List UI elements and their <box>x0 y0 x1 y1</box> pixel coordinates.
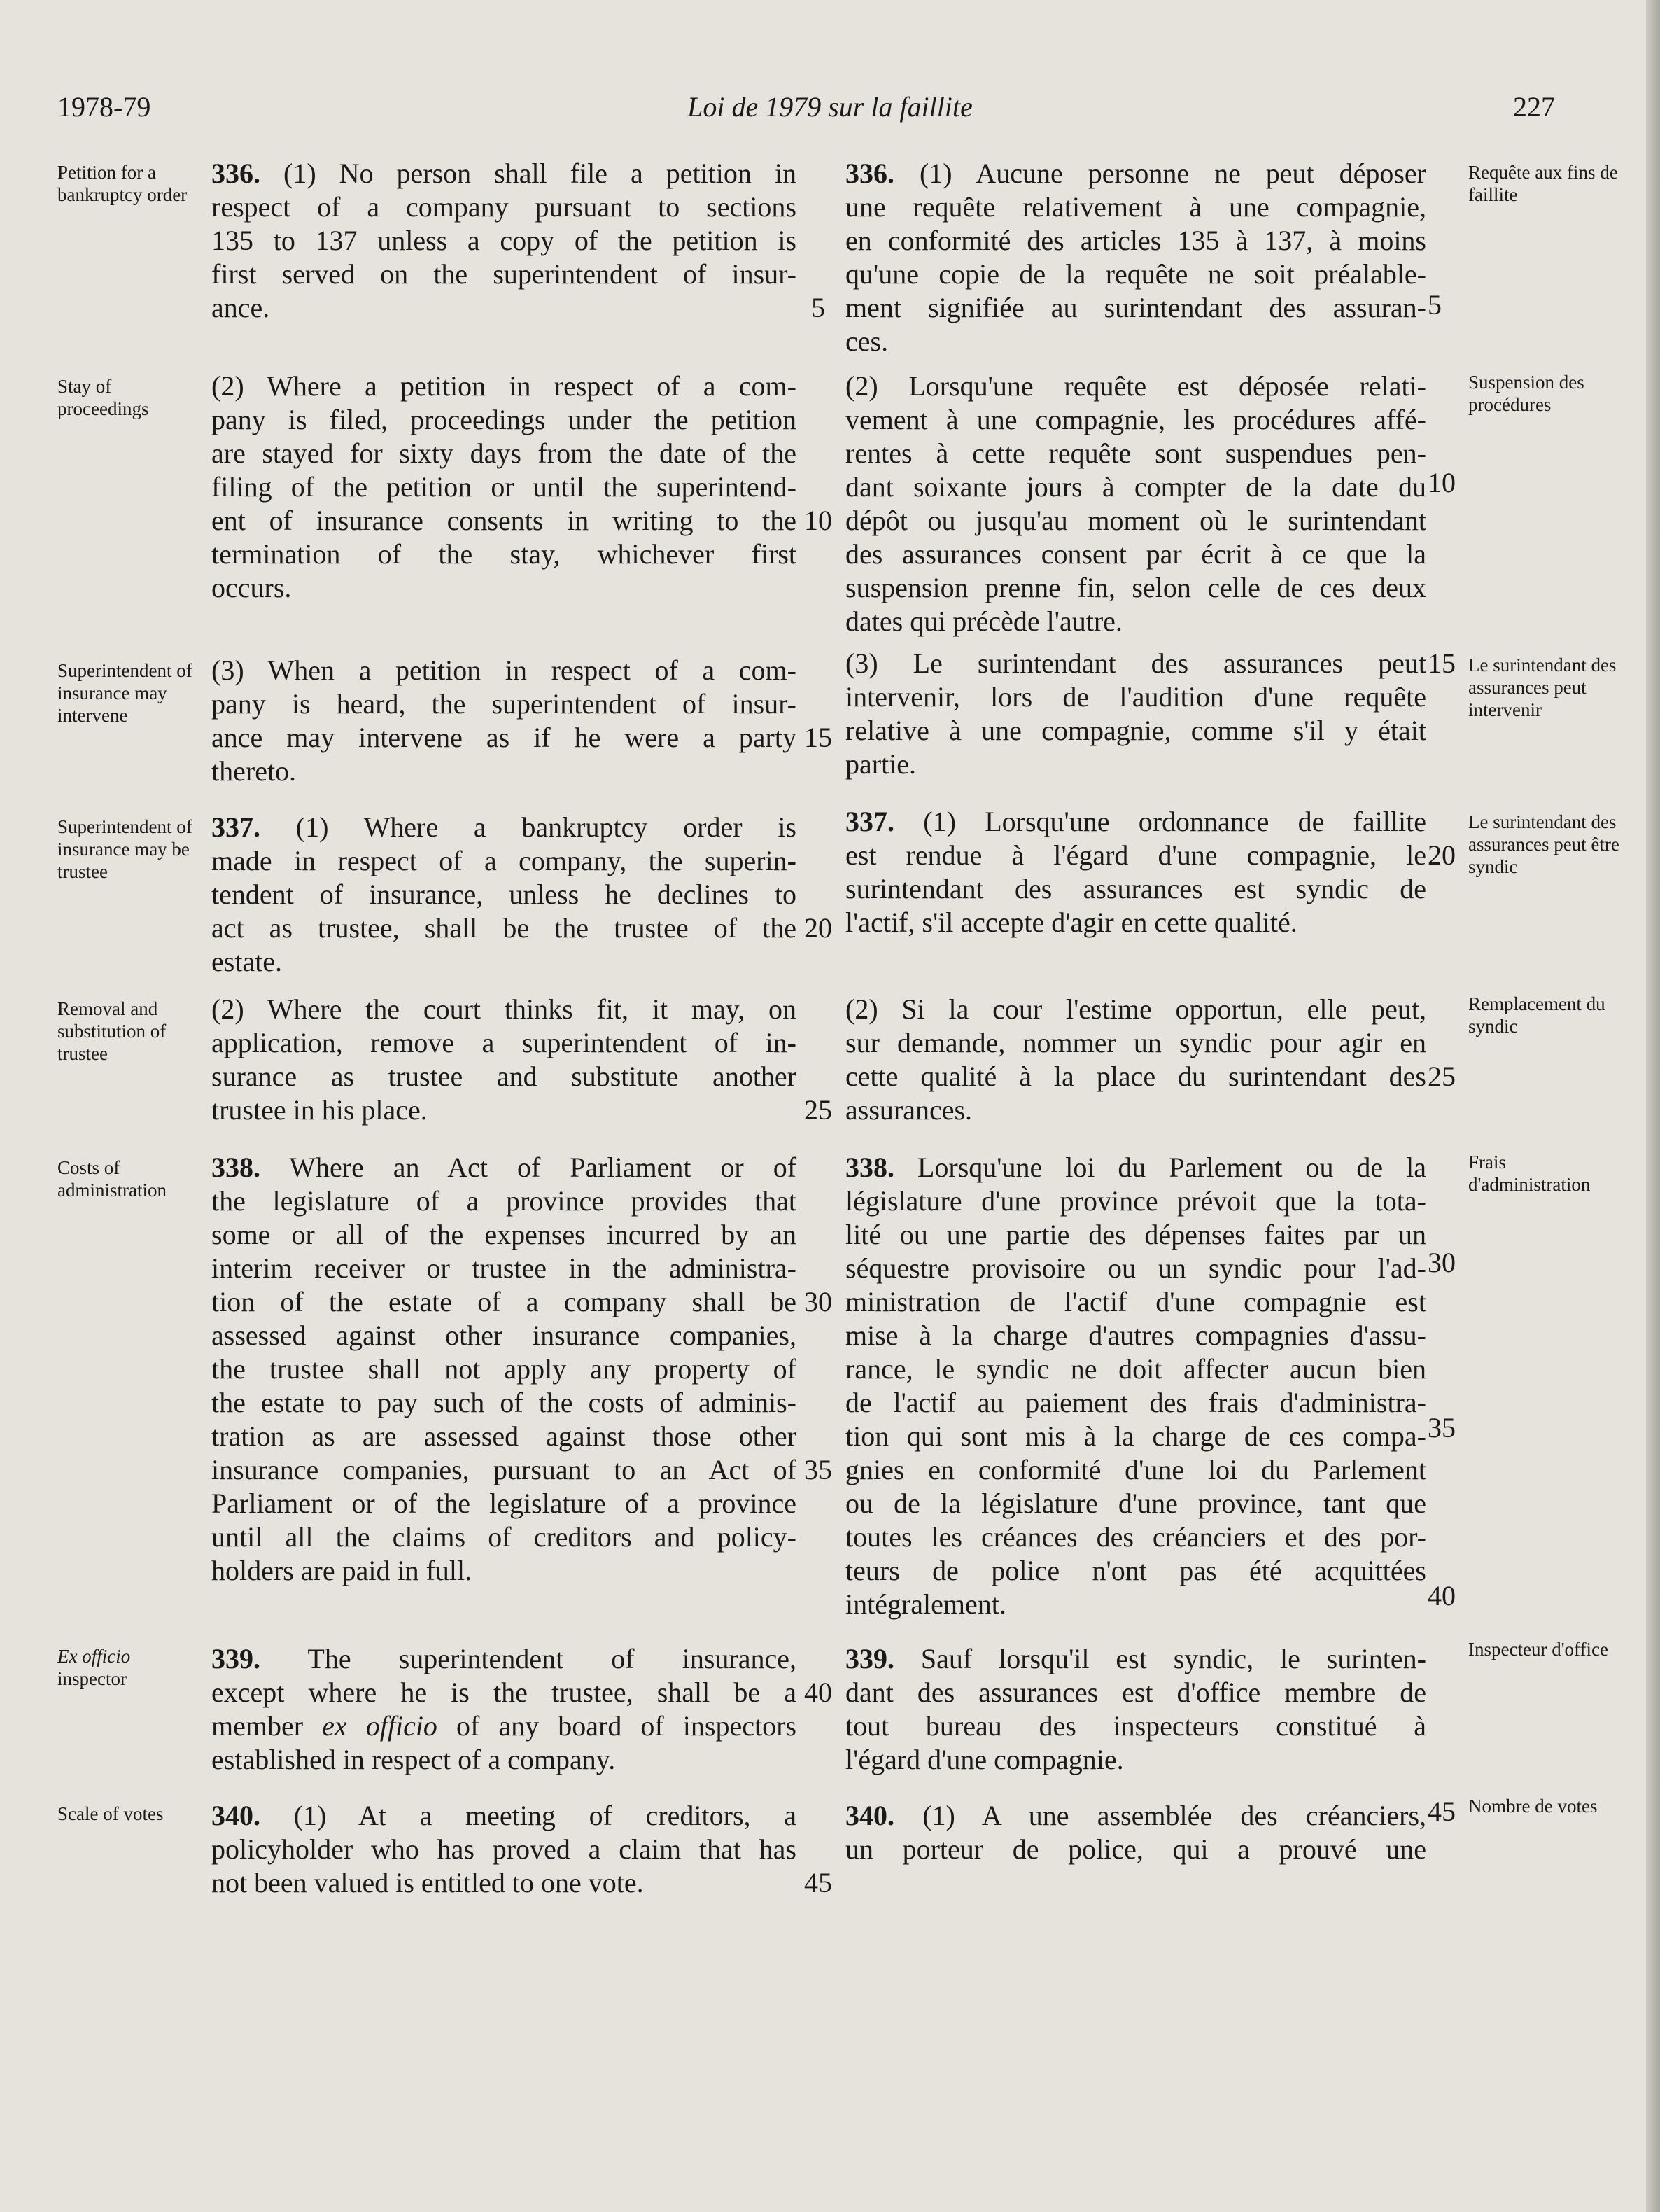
section-338-fr <box>845 1151 1426 1621</box>
section-336-2-en <box>211 370 796 605</box>
line-number: 45 <box>804 1867 832 1898</box>
text-line: dant soixante jours à compter de la date du <box>845 471 1426 503</box>
text-line: vement à une compagnie, les procédures affé- <box>845 404 1426 435</box>
section-number: 339. <box>211 1643 260 1674</box>
text-line: the legislature of a province provides that <box>211 1185 796 1217</box>
text-line: holders are paid in full. <box>211 1555 472 1586</box>
text-line: dates qui précède l'autre. <box>845 606 1123 637</box>
text-line: intégralement. <box>845 1588 1006 1620</box>
margin-note-fr: Nombre de votes <box>1468 1795 1598 1816</box>
text-line: respect of a company pursuant to sections <box>211 191 796 223</box>
text-line: un porteur de police, qui a prouvé une <box>845 1833 1426 1865</box>
text-line: tout bureau des inspecteurs constitué à <box>845 1710 1426 1742</box>
text-line: toutes les créances des créanciers et des por- <box>845 1521 1426 1553</box>
margin-note-fr: Requête aux fins de faillite <box>1468 162 1618 205</box>
text-line: except where he is the trustee, shall be a <box>211 1676 796 1708</box>
text-line: member ex officio of any board of inspectors <box>211 1710 796 1742</box>
text-line: rentes à cette requête sont suspendues pen- <box>845 438 1426 469</box>
text-line: (2) Where the court thinks fit, it may, on <box>211 993 796 1025</box>
header-year: 1978-79 <box>57 91 151 122</box>
text-line: 339. Sauf lorsqu'il est syndic, le surinten- <box>845 1643 1426 1674</box>
text-line: occurs. <box>211 572 292 603</box>
text-line: (3) When a petition in respect of a com- <box>211 654 796 686</box>
margin-note-fr: Frais d'administration <box>1468 1152 1591 1195</box>
text-line: trustee in his place. <box>211 1094 428 1126</box>
text-line: qu'une copie de la requête ne soit préalable- <box>845 258 1426 290</box>
text-line: pany is heard, the superintendent of insur- <box>211 688 796 720</box>
section-340-1-en <box>211 1799 796 1900</box>
text-line: filing of the petition or until the superintend- <box>211 471 796 503</box>
margin-note-en <box>57 1645 204 1690</box>
text-line: policyholder who has proved a claim that has <box>211 1833 796 1865</box>
text-line: some or all of the expenses incurred by an <box>211 1219 796 1250</box>
text-line: thereto. <box>211 755 297 787</box>
section-number: 338. <box>845 1152 894 1183</box>
text-line: 338. Where an Act of Parliament or of <box>211 1152 797 1183</box>
section-number: 337. <box>211 811 260 843</box>
text-line: ance may intervene as if he were a party <box>211 722 796 753</box>
text-line: (2) Lorsqu'une requête est déposée relati- <box>845 370 1426 402</box>
header-page-number: 227 <box>1513 91 1555 122</box>
text-line: are stayed for sixty days from the date of the <box>211 438 796 469</box>
text-line: des assurances consent par écrit à ce que la <box>845 538 1426 570</box>
line-number: 40 <box>1428 1580 1456 1611</box>
section-336-1-en <box>211 157 796 325</box>
line-number: 20 <box>1428 839 1456 871</box>
text-line: insurance companies, pursuant to an Act of <box>211 1454 796 1485</box>
text-line: first served on the superintendent of insur- <box>211 258 796 290</box>
margin-note-fr: Inspecteur d'office <box>1468 1639 1609 1660</box>
section-336-2-fr <box>845 370 1426 638</box>
margin-note-fr: Le surintendant des assurances peut intervenir <box>1468 654 1617 720</box>
text-line: intervenir, lors de l'audition d'une requête <box>845 681 1426 713</box>
text-line: made in respect of a company, the superin- <box>211 845 796 876</box>
text-line: de l'actif au paiement des frais d'administra- <box>845 1387 1426 1418</box>
text-line: 135 to 137 unless a copy of the petition is <box>211 225 796 256</box>
margin-note-en: Superintendent of insurance may intervene <box>57 660 192 726</box>
text-line: 340. (1) A une assemblée des créanciers, <box>845 1800 1427 1831</box>
text-line: partie. <box>845 748 917 780</box>
section-337-2-fr <box>845 993 1426 1127</box>
section-number: 337. <box>845 806 894 837</box>
line-number: 15 <box>1428 648 1456 679</box>
line-number: 10 <box>804 505 832 536</box>
line-number: 45 <box>1428 1795 1456 1827</box>
text-line: rance, le syndic ne doit affecter aucun bien <box>845 1353 1426 1385</box>
text-line: ces. <box>845 326 889 357</box>
section-337-2-en <box>211 993 796 1127</box>
text-line: 340. (1) At a meeting of creditors, a <box>211 1800 797 1831</box>
section-339-fr <box>845 1642 1426 1777</box>
section-336-1-fr <box>845 157 1426 358</box>
text-line: une requête relativement à une compagnie, <box>845 191 1426 223</box>
line-number: 35 <box>1428 1412 1456 1443</box>
text-line: est rendue à l'égard d'une compagnie, le <box>845 839 1426 871</box>
text-line: termination of the stay, whichever first <box>211 538 796 570</box>
text-line: teurs de police n'ont pas été acquittées <box>845 1555 1426 1586</box>
text-line: en conformité des articles 135 à 137, à moins <box>845 225 1426 256</box>
text-line: surance as trustee and substitute another <box>211 1060 796 1092</box>
text-line: tration as are assessed against those other <box>211 1420 796 1452</box>
line-number: 30 <box>1428 1247 1456 1278</box>
text-line: législature d'une province prévoit que la tota- <box>845 1185 1426 1217</box>
text-line: estate. <box>211 946 283 977</box>
margin-note-en: Scale of votes <box>57 1803 164 1824</box>
margin-note-en: Stay of proceedings <box>57 376 149 419</box>
text-line: 337. (1) Where a bankruptcy order is <box>211 811 796 843</box>
line-number: 25 <box>1428 1060 1456 1092</box>
text-line: dant des assurances est d'office membre de <box>845 1676 1426 1708</box>
margin-note-fr: Le surintendant des assurances peut être syndic <box>1468 811 1619 877</box>
text-line: pany is filed, proceedings under the petition <box>211 404 796 435</box>
line-number: 20 <box>804 912 832 944</box>
text-line: ance. <box>211 292 270 323</box>
text-line: mise à la charge d'autres compagnies d'assu- <box>845 1320 1426 1351</box>
text-line: 338. Lorsqu'une loi du Parlement ou de la <box>845 1152 1427 1183</box>
text-line: the estate to pay such of the costs of adminis- <box>211 1387 796 1418</box>
text-line: tendent of insurance, unless he declines to <box>211 878 796 910</box>
margin-note-en-italic: Ex officio <box>57 1646 131 1667</box>
text-line: cette qualité à la place du surintendant des <box>845 1060 1426 1092</box>
line-number: 15 <box>804 722 832 753</box>
text-line: séquestre provisoire ou un syndic pour l'ad- <box>845 1252 1426 1284</box>
section-number: 336. <box>845 158 894 189</box>
text-line: 336. (1) No person shall file a petition in <box>211 158 797 189</box>
section-336-3-en <box>211 654 796 788</box>
margin-note-en-rest: inspector <box>57 1668 127 1689</box>
text-line: ministration de l'actif d'une compagnie est <box>845 1286 1426 1317</box>
text-line: relative à une compagnie, comme s'il y était <box>845 715 1426 746</box>
margin-note-en: Removal and substitution of trustee <box>57 998 167 1064</box>
text-line: not been valued is entitled to one vote. <box>211 1867 644 1898</box>
text-line: suspension prenne fin, selon celle de ces deux <box>845 572 1426 603</box>
margin-note-en: Costs of administration <box>57 1157 167 1200</box>
text-line: 336. (1) Aucune personne ne peut déposer <box>845 158 1426 189</box>
section-340-1-fr <box>845 1799 1426 1866</box>
header-title: Loi de 1979 sur la faillite <box>687 91 973 122</box>
text-line: application, remove a superintendent of in- <box>211 1027 796 1058</box>
section-337-1-en <box>211 811 796 979</box>
page-edge-shadow <box>1646 0 1660 2212</box>
margin-note-en: Superintendent of insurance may be trustee <box>57 816 192 882</box>
line-number: 25 <box>804 1094 832 1126</box>
text-line: sur demande, nommer un syndic pour agir en <box>845 1027 1426 1058</box>
text-line: lité ou une partie des dépenses faites par un <box>845 1219 1426 1250</box>
text-line: 337. (1) Lorsqu'une ordonnance de faillite <box>845 806 1427 837</box>
section-number: 338. <box>211 1152 260 1183</box>
text-line: dépôt ou jusqu'au moment où le surintendant <box>845 505 1426 536</box>
margin-note-en: Petition for a bankruptcy order <box>57 162 188 205</box>
text-line: surintendant des assurances est syndic de <box>845 873 1426 904</box>
text-line: the trustee shall not apply any property of <box>211 1353 796 1385</box>
text-line: (3) Le surintendant des assurances peut <box>845 648 1426 679</box>
section-336-3-fr <box>845 647 1426 781</box>
text-line: assurances. <box>845 1094 973 1126</box>
text-line: tion qui sont mis à la charge de ces compa- <box>845 1420 1426 1452</box>
text-line: act as trustee, shall be the trustee of the <box>211 912 796 944</box>
margin-note-fr: Suspension des procédures <box>1468 372 1584 415</box>
section-number: 336. <box>211 158 260 189</box>
section-number: 339. <box>845 1643 894 1674</box>
text-line: 339. The superintendent of insurance, <box>211 1643 796 1674</box>
line-number: 30 <box>804 1286 832 1317</box>
text-line: ou de la législature d'une province, tant que <box>845 1488 1426 1519</box>
section-337-1-fr <box>845 805 1426 939</box>
text-line: l'égard d'une compagnie. <box>845 1744 1124 1775</box>
text-line: Parliament or of the legislature of a province <box>211 1488 796 1519</box>
text-line: assessed against other insurance companies, <box>211 1320 796 1351</box>
text-line: ment signifiée au surintendant des assuran- <box>845 292 1426 323</box>
section-339-en <box>211 1642 796 1777</box>
line-number: 5 <box>811 292 825 323</box>
text-line: until all the claims of creditors and policy- <box>211 1521 796 1553</box>
section-338-en <box>211 1151 796 1588</box>
text-line: established in respect of a company. <box>211 1744 616 1775</box>
text-line: (2) Si la cour l'estime opportun, elle peut, <box>845 993 1426 1025</box>
line-number: 35 <box>804 1454 832 1485</box>
text-line: interim receiver or trustee in the administra- <box>211 1252 796 1284</box>
line-number: 5 <box>1428 289 1442 321</box>
line-number: 40 <box>804 1676 832 1708</box>
margin-note-fr: Remplacement du syndic <box>1468 993 1605 1037</box>
text-line: l'actif, s'il accepte d'agir en cette qualité. <box>845 906 1297 938</box>
text-line: (2) Where a petition in respect of a com- <box>211 370 796 402</box>
italic-term: ex officio <box>322 1710 437 1742</box>
text-line: ent of insurance consents in writing to the <box>211 505 796 536</box>
text-line: gnies en conformité d'une loi du Parlement <box>845 1454 1426 1485</box>
section-number: 340. <box>211 1800 260 1831</box>
section-number: 340. <box>845 1800 894 1831</box>
text-line: tion of the estate of a company shall be <box>211 1286 796 1317</box>
line-number: 10 <box>1428 467 1456 498</box>
